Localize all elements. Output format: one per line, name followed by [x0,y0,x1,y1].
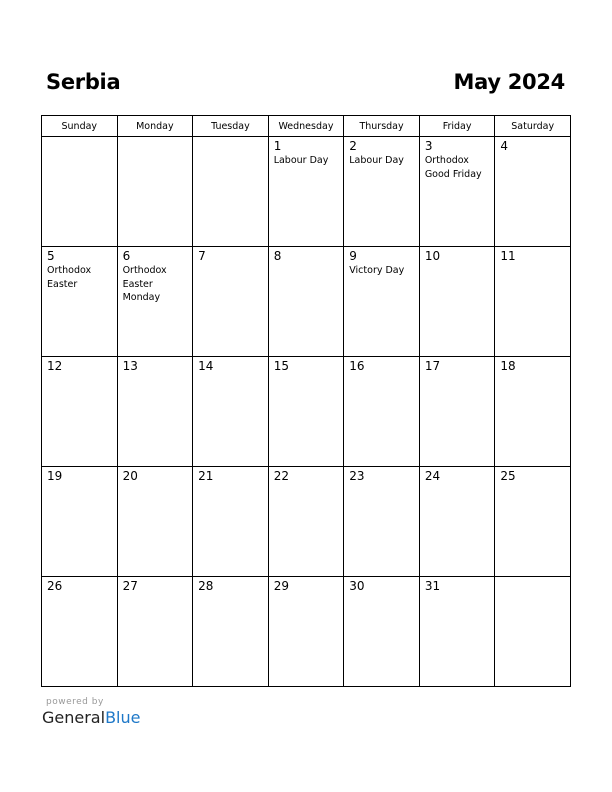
weekday-sunday: Sunday [42,116,118,137]
calendar-week-row [42,467,571,577]
day-number: 17 [424,359,441,373]
day-cell [268,467,344,577]
day-cell [268,577,344,687]
day-number: 16 [349,359,365,373]
month-year-title: May 2024 [453,70,565,94]
day-cell [117,357,193,467]
day-cell [42,137,118,247]
day-cell [42,357,118,467]
day-number: 25 [500,469,516,483]
day-cell [419,137,495,247]
weekday-thursday: Thursday [344,116,420,137]
holiday-label: Orthodox Easter Monday [122,265,167,303]
day-number: 23 [349,469,365,483]
day-cell [344,247,420,357]
calendar-week-row [42,137,571,247]
calendar-grid [41,115,571,687]
day-cell [117,137,193,247]
day-cell [344,467,420,577]
day-cell [193,357,269,467]
day-cell [268,357,344,467]
country-title: Serbia [46,70,121,94]
day-number: 22 [273,469,289,483]
day-number: 31 [424,579,441,593]
day-number: 9 [349,249,357,263]
day-cell [117,247,193,357]
day-cell [495,137,571,247]
day-number: 8 [273,249,282,263]
day-number: 12 [47,359,63,373]
day-cell [193,137,269,247]
day-number: 1 [273,139,282,153]
day-cell [42,577,118,687]
day-number: 27 [122,579,138,593]
day-cell [419,467,495,577]
brand-general-text: General [42,708,106,727]
calendar-week-row [42,577,571,687]
holiday-label: Labour Day [349,155,404,166]
day-cell [344,137,420,247]
generalblue-logo[interactable] [42,708,140,727]
calendar-week-row [42,357,571,467]
powered-by-label: powered by [46,697,104,707]
holiday-label: Orthodox Easter [47,265,92,290]
brand-blue-text: Blue [105,708,141,727]
day-cell [419,577,495,687]
day-cell [495,247,571,357]
day-number: 28 [198,579,214,593]
day-number: 15 [273,359,289,373]
day-number: 13 [122,359,138,373]
day-number: 29 [273,579,289,593]
day-number: 10 [424,249,441,263]
day-cell [344,577,420,687]
holiday-label: Orthodox Good Friday [424,155,482,180]
day-number: 24 [424,469,441,483]
day-cell [344,357,420,467]
day-cell [117,577,193,687]
day-number: 2 [349,139,357,153]
weekday-header-row [42,116,571,137]
day-cell [117,467,193,577]
weekday-monday: Monday [117,116,193,137]
weekday-friday: Friday [419,116,495,137]
day-cell [193,577,269,687]
day-cell [193,247,269,357]
day-cell [268,137,344,247]
day-cell [42,247,118,357]
day-number: 7 [198,249,206,263]
day-cell [495,577,571,687]
day-number: 21 [198,469,214,483]
day-number: 30 [349,579,365,593]
day-number: 4 [500,139,509,153]
day-number: 11 [500,249,516,263]
weekday-saturday: Saturday [495,116,571,137]
calendar-week-row [42,247,571,357]
weekday-tuesday: Tuesday [193,116,269,137]
day-cell [419,247,495,357]
day-number: 19 [47,469,63,483]
day-number: 26 [47,579,63,593]
day-cell [495,357,571,467]
day-cell [193,467,269,577]
day-cell [419,357,495,467]
day-number: 20 [122,469,138,483]
holiday-label: Victory Day [349,265,405,276]
day-number: 5 [47,249,55,263]
day-number: 18 [500,359,516,373]
day-number: 3 [424,139,433,153]
day-cell [495,467,571,577]
day-cell [268,247,344,357]
weekday-wednesday: Wednesday [268,116,344,137]
holiday-label: Labour Day [273,155,329,166]
day-number: 6 [122,249,131,263]
day-cell [42,467,118,577]
day-number: 14 [198,359,214,373]
